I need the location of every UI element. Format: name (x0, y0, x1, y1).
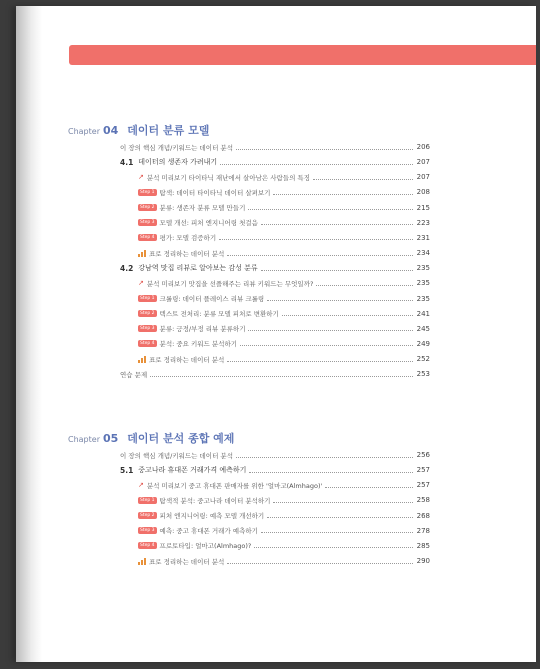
page-number: 252 (416, 355, 430, 364)
toc-entry[interactable] (120, 142, 430, 152)
step-badge: Step 1 (140, 296, 155, 301)
trend-arrow-icon: ↗ (138, 481, 144, 490)
bar-chart-icon (138, 356, 146, 363)
entry-title: 데이터의 생존자 가려내기 (138, 158, 218, 167)
header-banner (69, 45, 536, 65)
page-number: 231 (416, 233, 430, 242)
entry-title: 피처 엔지니어링: 예측 모델 개선하기 (159, 512, 265, 521)
toc-entry[interactable] (120, 187, 430, 197)
page-number: 215 (416, 203, 430, 212)
step-badge: Step 1 (140, 189, 155, 195)
entry-title: 분석 미리보기 맛집을 선플해주는 리뷰 키워드는 무엇일까? (146, 279, 314, 288)
toc-entry[interactable] (120, 278, 430, 288)
toc-entry[interactable] (120, 541, 430, 551)
page-number: 207 (416, 158, 430, 167)
entry-title: 이 장의 핵심 개념/키워드는 데이터 분석 (120, 451, 233, 460)
chapter-title: 데이터 분석 종합 예제 (127, 432, 235, 445)
leader-dots (240, 341, 413, 346)
entry-title: 탐색: 데이터 타이타닉 데이터 살펴보기 (159, 188, 271, 197)
bar-chart-icon (138, 558, 146, 565)
leader-dots (267, 513, 413, 518)
section-number: 4.1 (120, 157, 134, 167)
page-number: 208 (416, 188, 430, 197)
step-badge: Step 3 (140, 528, 155, 534)
toc-entry[interactable] (120, 480, 430, 490)
page-number: 253 (416, 370, 430, 379)
chapter-number: 04 (102, 124, 119, 137)
entry-title: 탐색적 분석: 중고나라 데이터 분석하기 (159, 496, 271, 505)
step-badge: Step 2 (140, 205, 155, 211)
leader-dots (261, 266, 413, 271)
toc-entry[interactable] (120, 556, 430, 566)
step-badge: Step 4 (140, 235, 155, 241)
page-number: 223 (416, 218, 430, 227)
entry-title: 분석 미리보기 중고 휴대폰 판매자를 위한 '얼마고(Almhago)' (146, 481, 323, 490)
leader-dots (261, 220, 413, 225)
toc-entry[interactable] (120, 511, 430, 521)
entry-title: 중고나라 휴대폰 거래가격 예측하기 (138, 466, 247, 475)
entry-title: 연습 문제 (120, 370, 148, 379)
chapter-title: 데이터 분류 모델 (127, 124, 210, 137)
page-number: 235 (416, 264, 430, 273)
trend-arrow-icon: ↗ (138, 279, 144, 288)
entry-title: 분류: 긍정/부정 리뷰 분류하기 (159, 325, 246, 334)
section-number: 5.1 (120, 465, 134, 475)
leader-dots (150, 372, 413, 377)
step-badge: Step 3 (140, 326, 155, 332)
step-badge: Step 4 (140, 543, 155, 549)
toc-entry[interactable] (120, 450, 430, 460)
bar-chart-icon (138, 250, 146, 257)
entry-title: 분석: 중요 키워드 분석하기 (159, 340, 238, 349)
toc-entry[interactable] (120, 309, 430, 319)
page-number: 245 (416, 324, 430, 333)
page-number: 256 (416, 451, 430, 459)
leader-dots (227, 357, 413, 362)
entry-title: 프로토타입: 얼마고(Almhago)? (159, 542, 252, 551)
step-badge: Step 3 (140, 220, 155, 226)
leader-dots (267, 296, 413, 301)
toc-entry[interactable] (120, 465, 430, 475)
toc-entry[interactable] (120, 248, 430, 258)
toc-entry[interactable] (120, 294, 430, 304)
page-number: 234 (416, 249, 430, 258)
page-number: 290 (416, 557, 430, 566)
toc-entry[interactable] (120, 218, 430, 228)
leader-dots (273, 498, 413, 503)
leader-dots (261, 528, 413, 533)
leader-dots (316, 281, 413, 286)
leader-dots (249, 468, 413, 473)
leader-dots (273, 190, 413, 195)
leader-dots (248, 205, 413, 210)
entry-title: 강남역 맛집 리뷰로 알아보는 감성 분류 (138, 264, 258, 273)
page-number: 235 (416, 294, 430, 303)
chapter-word: Chapter (68, 127, 100, 136)
toc-entry[interactable] (120, 495, 430, 505)
toc-entry[interactable] (120, 324, 430, 334)
leader-dots (325, 483, 413, 488)
chapter-heading (68, 122, 209, 138)
trend-arrow-icon: ↗ (138, 173, 144, 182)
toc-entry[interactable] (120, 263, 430, 273)
toc-entry[interactable] (120, 526, 430, 536)
step-badge: Step 4 (140, 341, 155, 347)
entry-title: 표로 정리하는 데이터 분석 (149, 557, 225, 566)
toc-entry[interactable] (120, 354, 430, 364)
step-badge: Step 1 (140, 497, 155, 503)
document-page (16, 6, 536, 662)
page-number: 207 (416, 173, 430, 182)
leader-dots (282, 311, 413, 316)
leader-dots (219, 235, 413, 240)
leader-dots (236, 453, 413, 458)
entry-title: 표로 정리하는 데이터 분석 (149, 355, 225, 364)
entry-title: 평가: 모델 검증하기 (159, 234, 217, 243)
page-binding-shadow (16, 6, 42, 662)
page-number: 285 (416, 541, 430, 550)
toc-entry[interactable] (120, 172, 430, 182)
entry-title: 모델 개선: 피처 엔지니어링 첫걸음 (159, 219, 258, 228)
entry-title: 표로 정리하는 데이터 분석 (149, 249, 225, 258)
leader-dots (248, 326, 413, 331)
leader-dots (220, 160, 413, 165)
entry-title: 분류: 생존자 분류 모델 만들기 (159, 204, 246, 213)
leader-dots (227, 251, 413, 256)
page-number: 249 (416, 339, 430, 348)
leader-dots (254, 543, 413, 548)
toc-entry[interactable] (120, 157, 430, 167)
page-number: 241 (416, 309, 430, 318)
toc-entry[interactable] (120, 339, 430, 349)
page-number: 257 (416, 481, 430, 490)
step-badge: Step 2 (140, 311, 155, 317)
entry-title: 이 장의 핵심 개념/키워드는 데이터 분석 (120, 143, 233, 152)
leader-dots (313, 175, 413, 180)
section-number: 4.2 (120, 263, 134, 273)
leader-dots (236, 145, 413, 150)
page-number: 278 (416, 526, 430, 535)
toc-entry[interactable] (120, 233, 430, 243)
entry-title: 크롤링: 데이터 플레이스 리뷰 크롤링 (159, 295, 265, 303)
entry-title: 예측: 중고 휴대폰 거래가 예측하기 (159, 527, 258, 536)
leader-dots (227, 559, 413, 564)
chapter-word: Chapter (68, 435, 100, 444)
entry-title: 텍스트 전처리: 분류 모델 피처로 변환하기 (159, 310, 279, 319)
entry-title: 분석 미리보기 타이타닉 재난에서 살아남은 사람들의 특징 (146, 173, 310, 182)
toc-entry[interactable] (120, 369, 430, 379)
page-number: 268 (416, 511, 430, 520)
page-number: 258 (416, 496, 430, 505)
toc-entry[interactable] (120, 203, 430, 213)
chapter-heading (68, 430, 234, 446)
page-number: 206 (416, 143, 430, 151)
page-number: 257 (416, 466, 430, 475)
page-number: 235 (416, 279, 430, 288)
chapter-number: 05 (102, 432, 119, 445)
step-badge: Step 2 (140, 513, 155, 519)
